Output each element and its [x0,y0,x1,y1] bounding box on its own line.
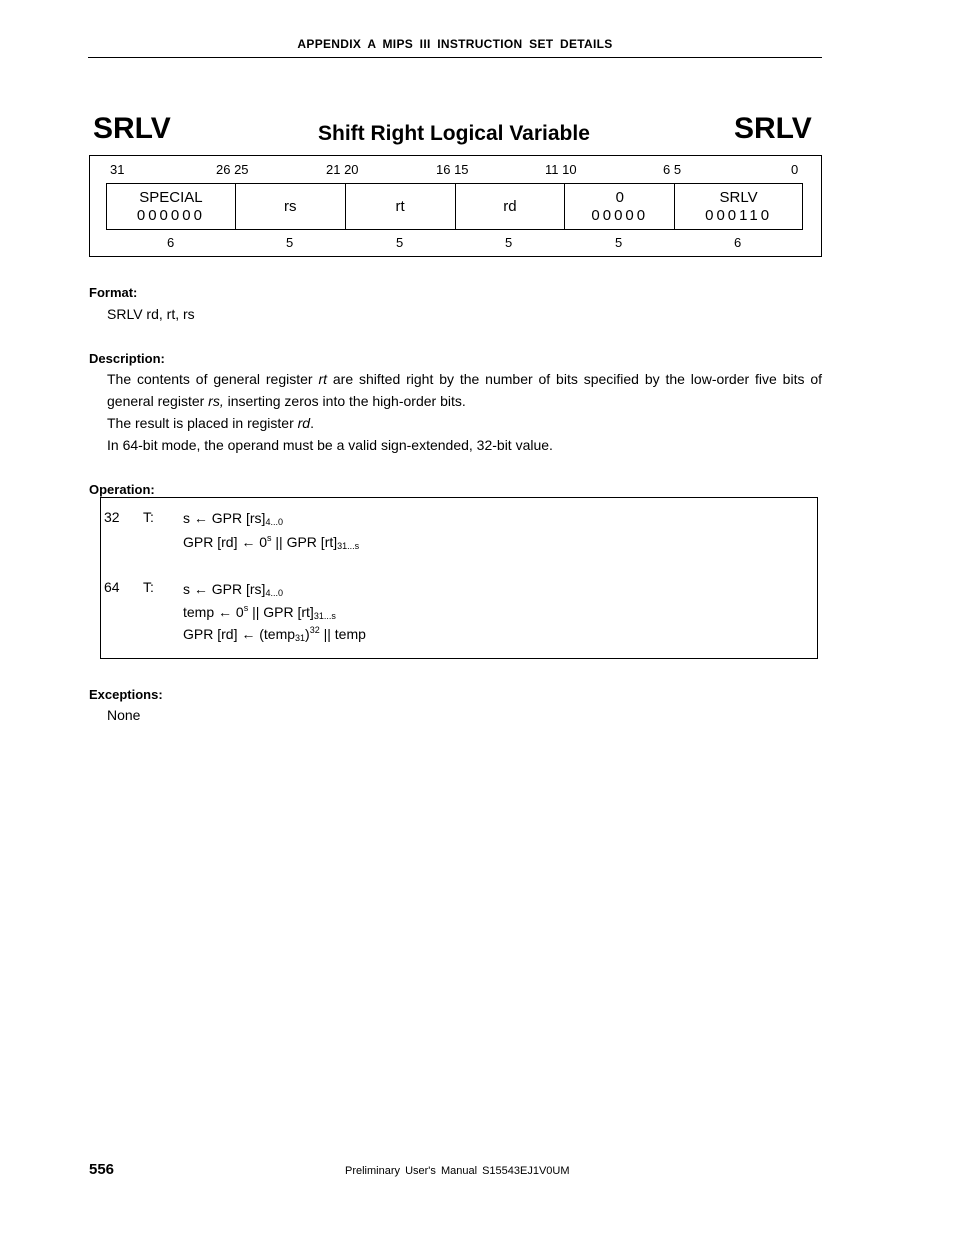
field-bits: 000110 [705,206,773,224]
exceptions-heading: Exceptions: [89,687,163,702]
mnemonic-left: SRLV [93,112,171,145]
field-name: rs [283,197,297,215]
field-width: 5 [286,235,294,250]
bit-number: 6 5 [663,162,682,177]
mode-label-32: 32 [104,509,120,525]
description-line: general register rs, inserting zeros into the high-order bits. [107,393,466,409]
field-name: rt [395,197,405,215]
bit-number: 26 25 [216,162,249,177]
instruction-title: Shift Right Logical Variable [318,122,590,145]
operation-line: temp ← 0$^s$ || GPR $[rt]_{31...s}$ [183,603,336,621]
field-name: 0 [615,188,624,206]
field-width: 5 [505,235,513,250]
field-rt [346,184,456,229]
instruction-fields [106,183,803,230]
field-width: 5 [396,235,404,250]
operation-line: GPR [rd] ← (temp$_{31}$)$^{32}$ || temp [183,625,366,643]
page-number: 556 [89,1161,115,1178]
field-special [107,184,236,229]
bit-number: 21 20 [326,162,359,177]
footer-text: Preliminary User's Manual S15543EJ1V0UM [345,1165,570,1177]
bit-number: 11 10 [545,162,577,177]
field-name: rd [503,197,517,215]
field-name: SPECIAL [139,188,203,206]
bit-number: 16 15 [436,162,469,177]
field-zero [565,184,675,229]
operation-line: s ← GPR $[rs]_{4...0}$ [183,510,283,527]
description-line: The result is placed in register rd. [107,415,314,431]
timing-label: T: [143,509,154,525]
mnemonic-right: SRLV [734,112,812,145]
description-line: The contents of general register rt are shifted right by the number of bits specified by the low-order five bits of [107,371,823,387]
format-syntax: SRLV rd, rt, rs [107,306,195,322]
exceptions-value: None [107,707,141,723]
field-bits: 000000 [136,206,205,224]
format-heading: Format: [89,285,138,300]
field-rd [456,184,566,229]
running-header: APPENDIX A MIPS III INSTRUCTION SET DETAILS [297,37,613,51]
operation-line: GPR [rd] ← 0$^s$ || GPR $[rt]_{31...s}$ [183,533,360,551]
field-width: 6 [734,235,742,250]
bit-number: 31 [110,162,125,177]
operation-line: s ← GPR $[rs]_{4...0}$ [183,581,283,598]
description-line: In 64-bit mode, the operand must be a valid sign-extended, 32-bit value. [107,437,553,453]
field-name: SRLV [719,188,758,206]
field-width: 5 [615,235,623,250]
header-rule [88,57,822,58]
mode-label-64: 64 [104,579,120,595]
field-rs [236,184,346,229]
field-function [675,184,802,229]
field-bits: 00000 [591,206,649,224]
bit-number: 0 [791,162,799,177]
timing-label: T: [143,579,154,595]
operation-heading: Operation: [89,482,155,497]
field-width: 6 [167,235,175,250]
description-heading: Description: [89,351,165,366]
